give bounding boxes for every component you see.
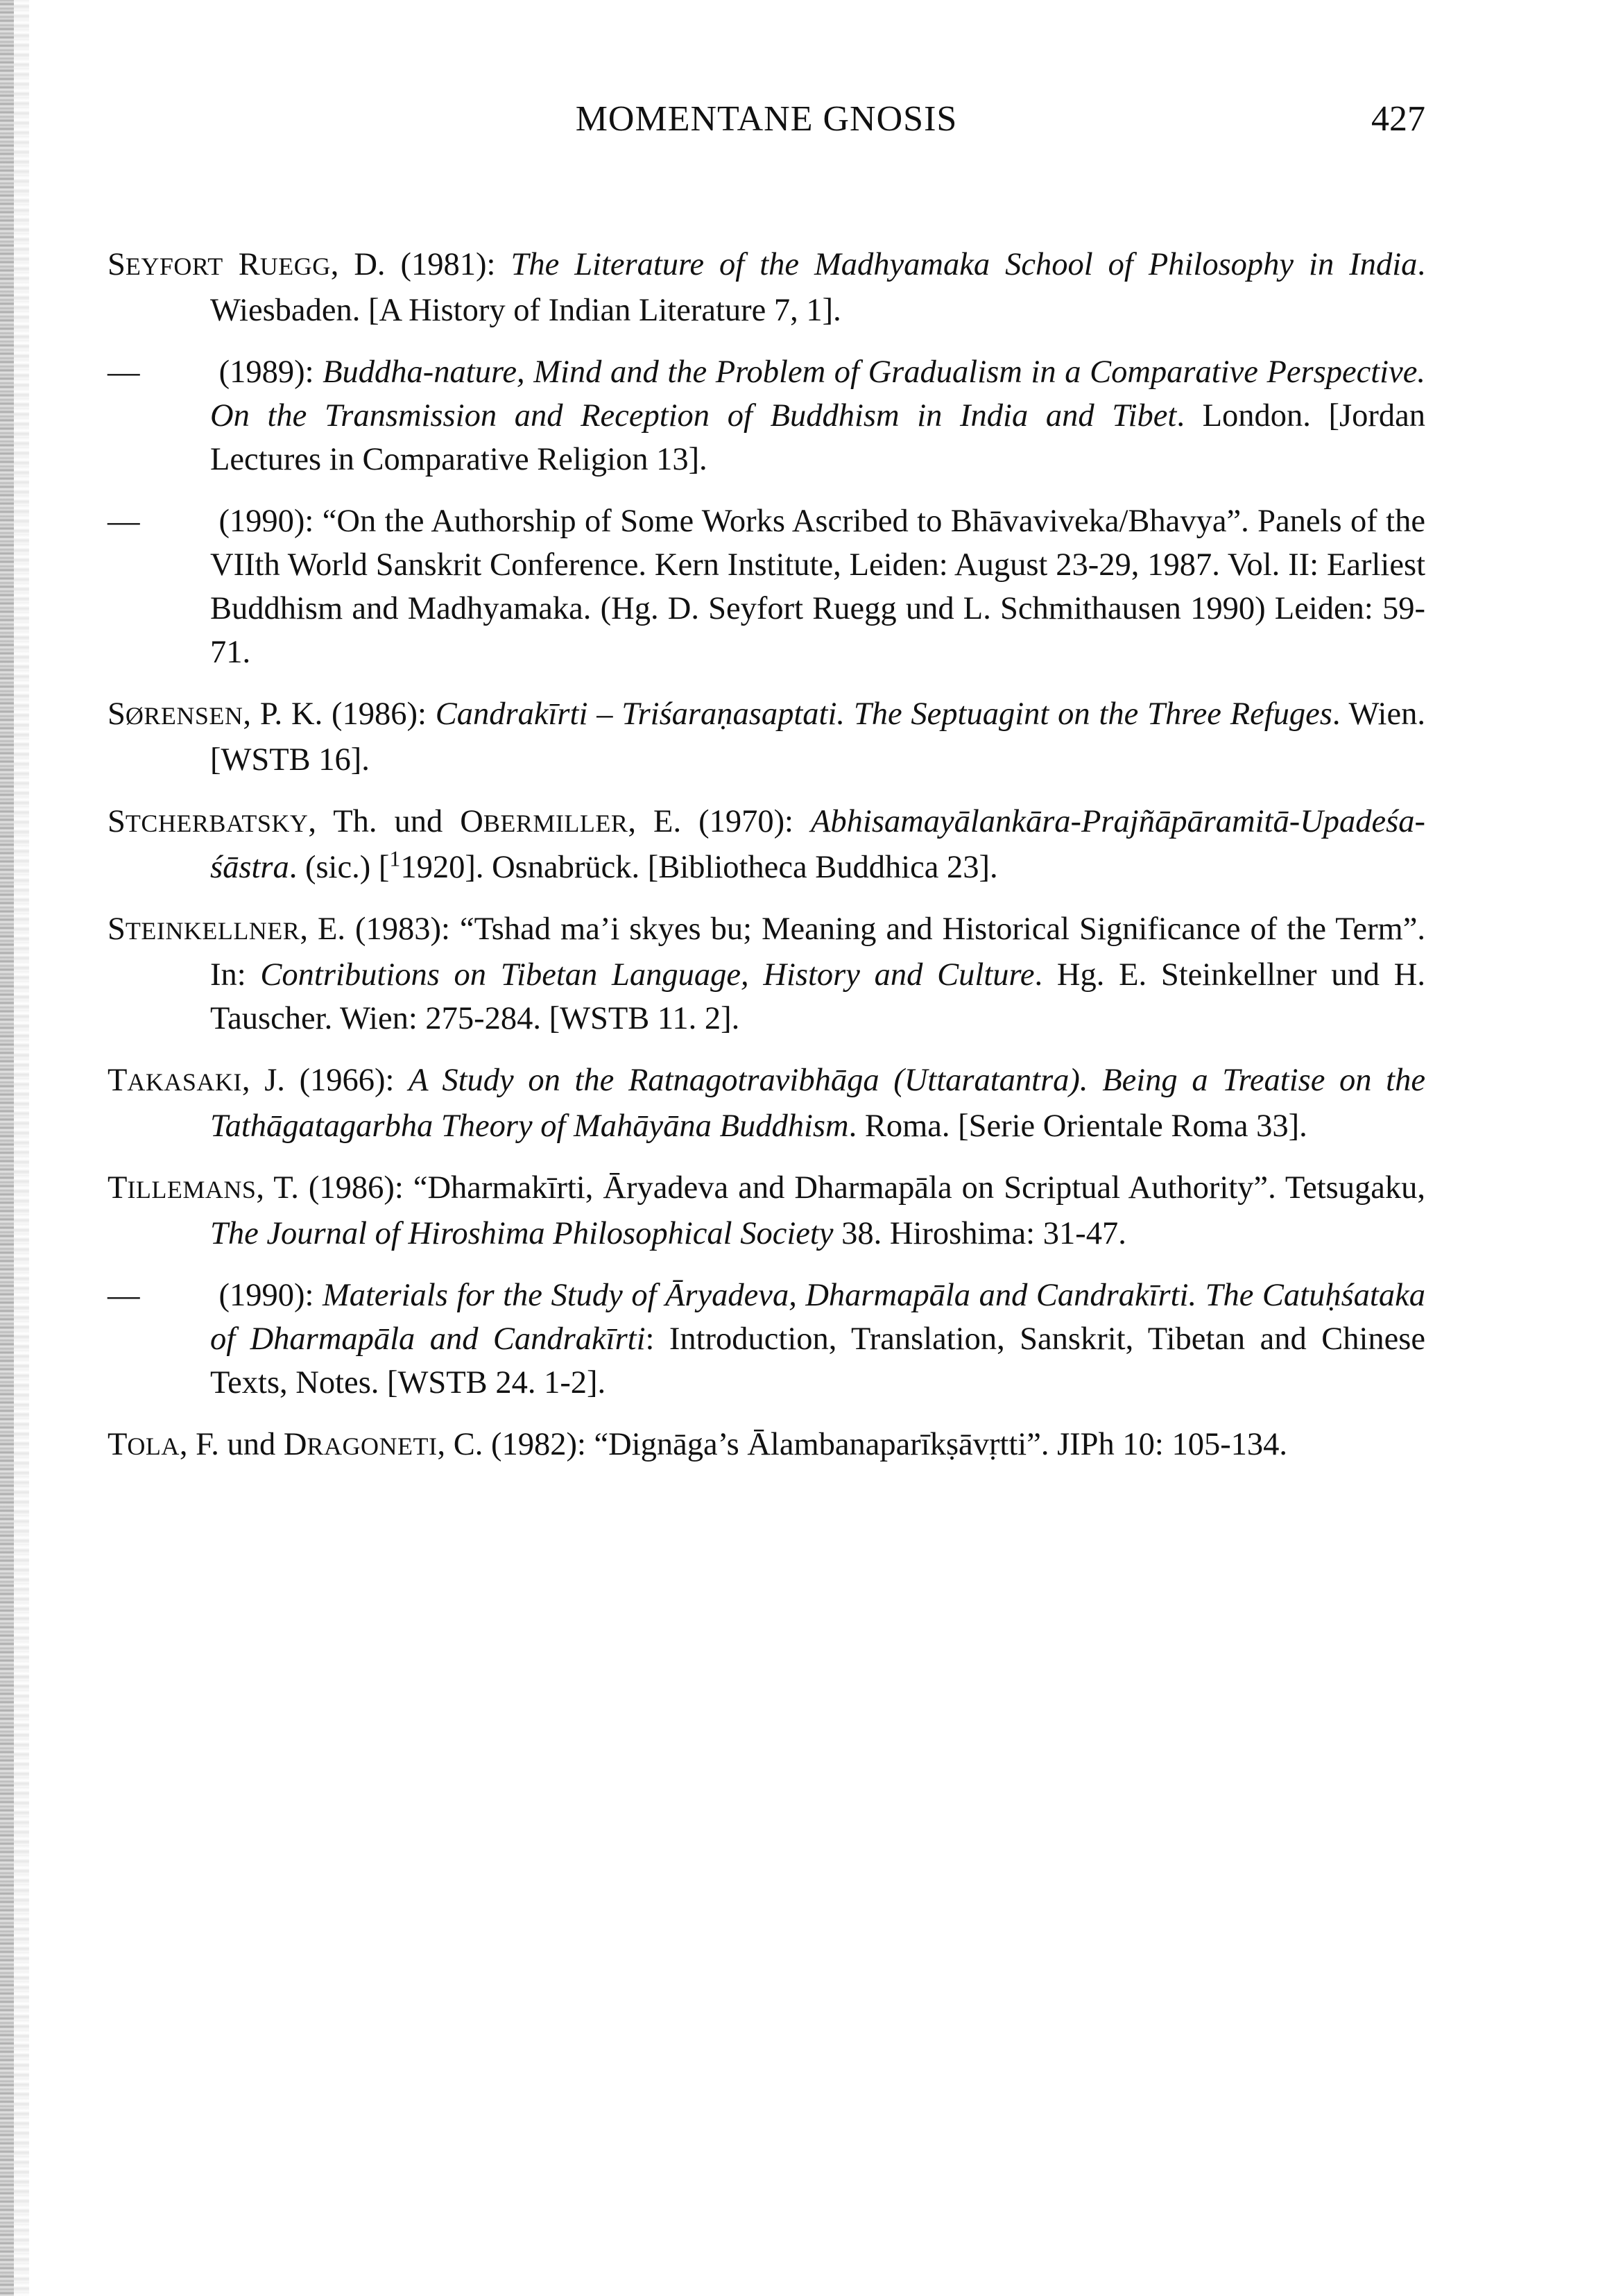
scan-binding-shadow [14, 0, 29, 2296]
bib-entry: TILLEMANS, T. (1986): “Dharmakīrti, Āryadeva and Dharmapāla on Scriptual Authority”. Tetsugaku, The Journal of Hiroshima Philosophical Society 38. Hiroshima: 31-47. [108, 1170, 1425, 1251]
bib-title: The Journal of Hiroshima Philosophical Society [210, 1216, 834, 1251]
scan-binding-edge [0, 0, 14, 2296]
bibliography [108, 243, 1425, 1468]
book-page [108, 90, 1425, 1487]
bib-title: Candrakīrti – Triśaraṇasaptati. The Septuagint on the Three Refuges [435, 696, 1332, 732]
page-number: 427 [1371, 99, 1425, 139]
bib-title: Abhisamayālankāra-Prajñāpāramitā-Upadeśa-śāstra [210, 804, 1425, 885]
bib-title: The Literature of the Madhyamaka School of Philosophy in India [510, 247, 1418, 282]
bib-entry: — (1990): “On the Authorship of Some Works Ascribed to Bhāvaviveka/Bhavya”. Panels of the VIIth World Sanskrit Conference. Kern Institute, Leiden: August 23-29, 1987. Vol. II: Earliest Buddhism and Madhyamaka. (Hg. D. Seyfort Ruegg und L. Schmithausen 1990) Leiden: 59-71. [108, 504, 1425, 670]
running-title: MOMENTANE GNOSIS [575, 99, 958, 139]
bib-entry: STCHERBATSKY, Th. und OBERMILLER, E. (1970): Abhisamayālankāra-Prajñāpāramitā-Upadeśa-śāstra. (sic.) [$^1$1920]. Osnabrück. [Bibliotheca Buddhica 23]. [108, 804, 1425, 885]
bib-title: Contributions on Tibetan Language, History and Culture [260, 957, 1035, 993]
bib-entry: — (1990): Materials for the Study of Āryadeva, Dharmapāla and Candrakīrti. The Catuḥśataka of Dharmapāla and Candrakīrti: Introduction, Translation, Sanskrit, Tibetan and Chinese Texts, Notes. [WSTB 24. 1-2]. [108, 1278, 1425, 1400]
bib-entry: — (1989): Buddha-nature, Mind and the Problem of Gradualism in a Comparative Perspective. On the Transmission and Reception of Buddhism in India and Tibet. London. [Jordan Lectures in Comparative Religion 13]. [108, 354, 1425, 477]
running-head [108, 90, 1425, 160]
bib-entry: TOLA, F. und DRAGONETI, C. (1982): “Dignāga’s Ālambanaparīkṣāvṛtti”. JIPh 10: 105-134. [108, 1427, 1288, 1462]
bib-entry: TAKASAKI, J. (1966): A Study on the Ratnagotravibhāga (Uttaratantra). Being a Treatise on the Tathāgatagarbha Theory of Mahāyāna Buddhism. Roma. [Serie Orientale Roma 33]. [108, 1063, 1425, 1144]
bib-title: A Study on the Ratnagotravibhāga (Uttaratantra). Being a Treatise on the Tathāgatagarbha Theory of Mahāyāna Buddhism [210, 1063, 1425, 1144]
bib-title: Buddha-nature, Mind and the Problem of Gradualism in a Comparative Perspective. On the Transmission and Reception of Buddhism in India and Tibet [210, 354, 1425, 434]
bib-entry: SØRENSEN, P. K. (1986): Candrakīrti – Triśaraṇasaptati. The Septuagint on the Three Refuges. Wien. [WSTB 16]. [108, 696, 1425, 778]
bib-entry: STEINKELLNER, E. (1983): “Tshad ma’i skyes bu; Meaning and Historical Significance of the Term”. In: Contributions on Tibetan Language, History and Culture. Hg. E. Steinkellner und H. Tauscher. Wien: 275-284. [WSTB 11. 2]. [108, 911, 1425, 1036]
bib-entry: SEYFORT RUEGG, D. (1981): The Literature of the Madhyamaka School of Philosophy in India. Wiesbaden. [A History of Indian Literature 7, 1]. [108, 247, 1425, 328]
bib-title: Materials for the Study of Āryadeva, Dharmapāla and Candrakīrti. The Catuḥśataka of Dharmapāla and Candrakīrti [210, 1278, 1425, 1357]
